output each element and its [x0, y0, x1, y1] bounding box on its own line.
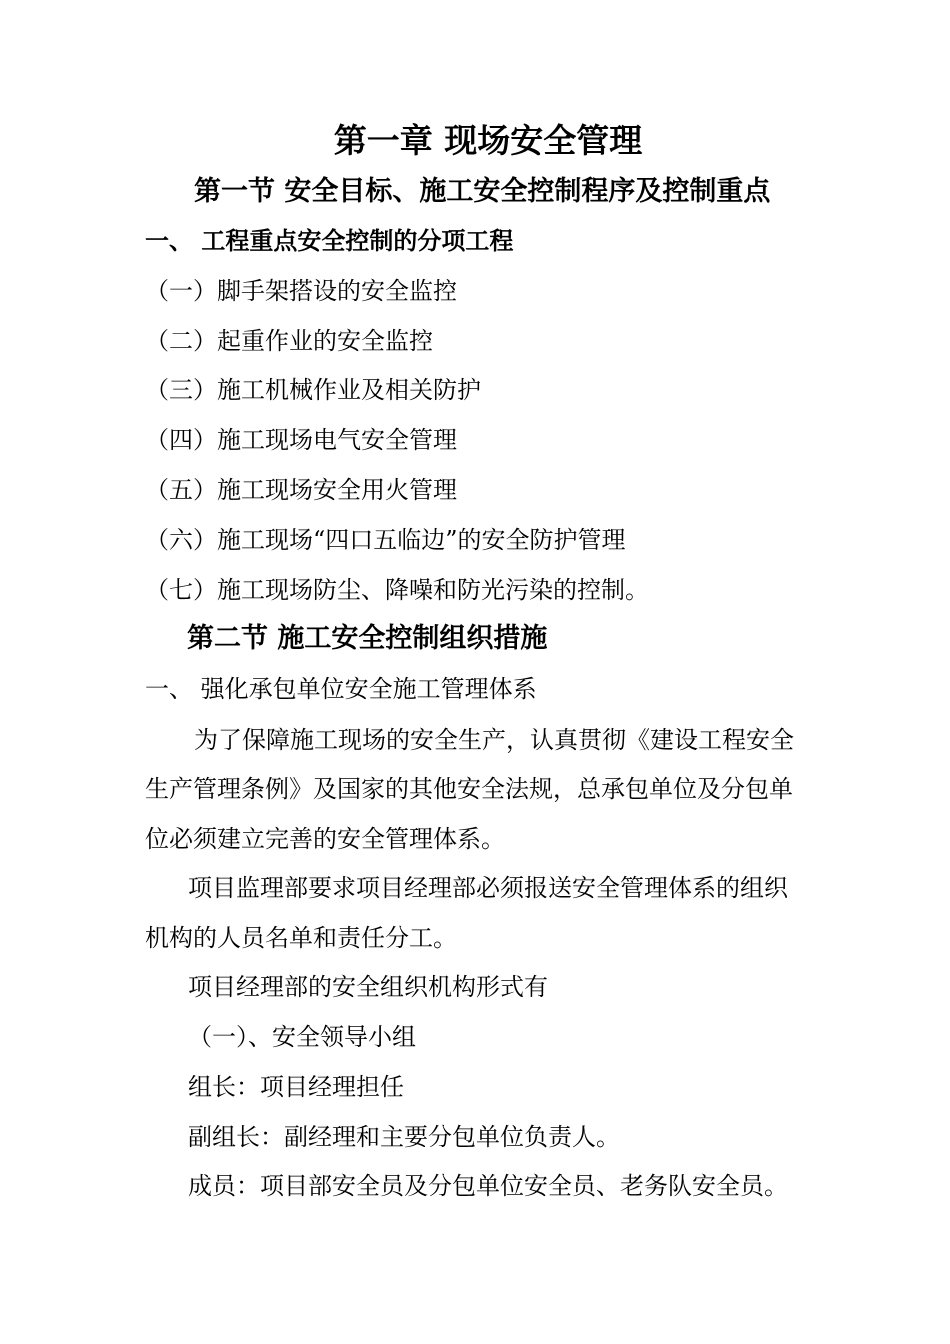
members-line: 成员：项目部安全员及分包单位安全员、老务队安全员。: [188, 1172, 788, 1200]
section-2-subheading: 一、 强化承包单位安全施工管理体系: [145, 675, 537, 703]
group-title: （一）、安全领导小组: [188, 1023, 416, 1051]
list-item: （二）起重作业的安全监控: [145, 327, 433, 355]
deputy-line: 副组长：副经理和主要分包单位负责人。: [188, 1123, 620, 1151]
paragraph-3: 项目经理部的安全组织机构形式有: [188, 973, 548, 1001]
paragraph-1-line: 位必须建立完善的安全管理体系。: [145, 825, 505, 853]
list-item: （六）施工现场“四口五临边”的安全防护管理: [145, 526, 626, 554]
paragraph-2-line: 机构的人员名单和责任分工。: [145, 924, 457, 952]
chapter-title: 第一章 现场安全管理: [333, 121, 643, 160]
list-item: （一）脚手架搭设的安全监控: [145, 277, 457, 305]
section-2-title: 第二节 施工安全控制组织措施: [187, 623, 548, 654]
list-item: （四）施工现场电气安全管理: [145, 426, 457, 454]
list-item: （五）施工现场安全用火管理: [145, 476, 457, 504]
section-1-subheading: 一、 工程重点安全控制的分项工程: [145, 226, 514, 255]
paragraph-2-line: 项目监理部要求项目经理部必须报送安全管理体系的组织: [188, 874, 788, 902]
leader-line: 组长：项目经理担任: [188, 1073, 404, 1101]
paragraph-1-line: 为了保障施工现场的安全生产，认真贯彻《建设工程安全: [194, 726, 794, 754]
list-item: （三）施工机械作业及相关防护: [145, 376, 481, 404]
section-1-title: 第一节 安全目标、施工安全控制程序及控制重点: [194, 176, 771, 207]
paragraph-1-line: 生产管理条例》及国家的其他安全法规，总承包单位及分包单: [145, 775, 793, 803]
list-item: （七）施工现场防尘、降噪和防光污染的控制。: [145, 576, 649, 604]
